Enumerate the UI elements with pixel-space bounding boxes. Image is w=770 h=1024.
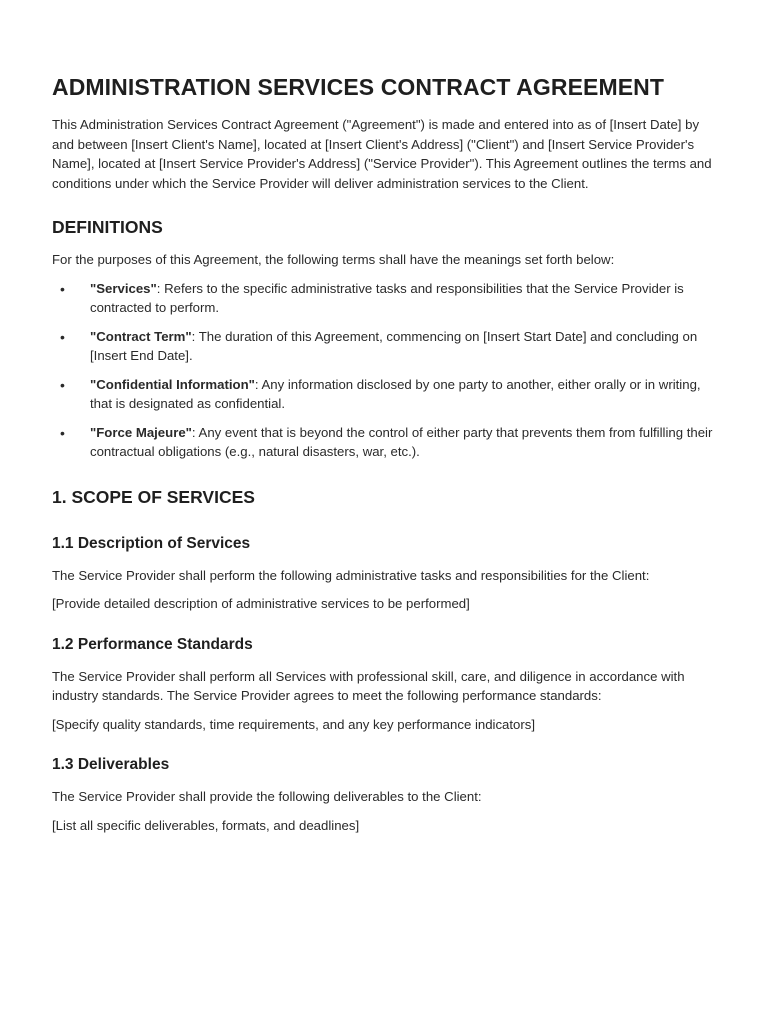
bullet-icon: •: [60, 280, 65, 297]
description-text: The Service Provider shall perform the following administrative tasks and responsibilities for the Client:: [52, 567, 650, 583]
scope-heading: 1. SCOPE OF SERVICES: [52, 486, 255, 507]
bullet-icon: •: [60, 424, 65, 441]
document-title: ADMINISTRATION SERVICES CONTRACT AGREEMENT: [52, 74, 665, 100]
description-heading: 1.1 Description of Services: [52, 534, 251, 552]
deliverables-placeholder: [List all specific deliverables, formats, and deadlines]: [52, 817, 360, 833]
deliverables-text: The Service Provider shall provide the following deliverables to the Client:: [52, 789, 482, 804]
performance-text: The Service Provider shall perform all Services with professional skill, care, and diligence in accordance with industry standards. The Service Provider agrees to meet the following performance standards:: [52, 668, 685, 703]
bullet-icon: •: [60, 376, 65, 393]
document-page: [52, 70, 722, 835]
definition-term: "Force Majeure": [90, 424, 192, 440]
bullet-icon: •: [60, 328, 65, 345]
definition-item-services: [52, 279, 722, 318]
description-placeholder: [Provide detailed description of administrative services to be performed]: [52, 596, 470, 611]
definition-text: : Any information disclosed by one party to another, either orally or in writing, that is designated as confidential.: [90, 376, 701, 411]
definition-item-force-majeure: [52, 423, 722, 462]
definition-text: : Refers to the specific administrative tasks and responsibilities that the Service Provider is contracted to perform.: [90, 280, 684, 315]
definition-item-contract-term: [52, 327, 722, 366]
performance-heading: 1.2 Performance Standards: [52, 635, 253, 653]
definitions-list: [52, 279, 722, 462]
performance-placeholder: [Specify quality standards, time requirements, and any key performance indicators]: [52, 716, 536, 732]
definition-item-confidential-information: [52, 375, 722, 414]
definitions-heading: DEFINITIONS: [52, 217, 163, 237]
definitions-lead: For the purposes of this Agreement, the following terms shall have the meanings set forth below:: [52, 252, 615, 267]
definition-text: : Any event that is beyond the control of either party that prevents them from fulfilling their contractual obligations (e.g., natural disasters, war, etc.).: [90, 424, 713, 459]
intro-paragraph: This Administration Services Contract Agreement ("Agreement") is made and entered into as of [Insert Date] by and between [Insert Client's Name], located at [Insert Client's Address] ("Client") and [Insert Service Provider's Name], located at [Insert Service Provider's Address] ("Service Provider"). This Agreement outlines the terms and conditions under which the Service Provider will deliver administration services to the Client.: [52, 117, 712, 191]
definition-text: : The duration of this Agreement, commencing on [Insert Start Date] and concluding on [Insert End Date].: [90, 328, 698, 363]
definition-term: "Contract Term": [90, 328, 192, 344]
definition-term: "Services": [90, 280, 157, 296]
deliverables-heading: 1.3 Deliverables: [52, 756, 170, 773]
definition-term: "Confidential Information": [90, 376, 255, 392]
